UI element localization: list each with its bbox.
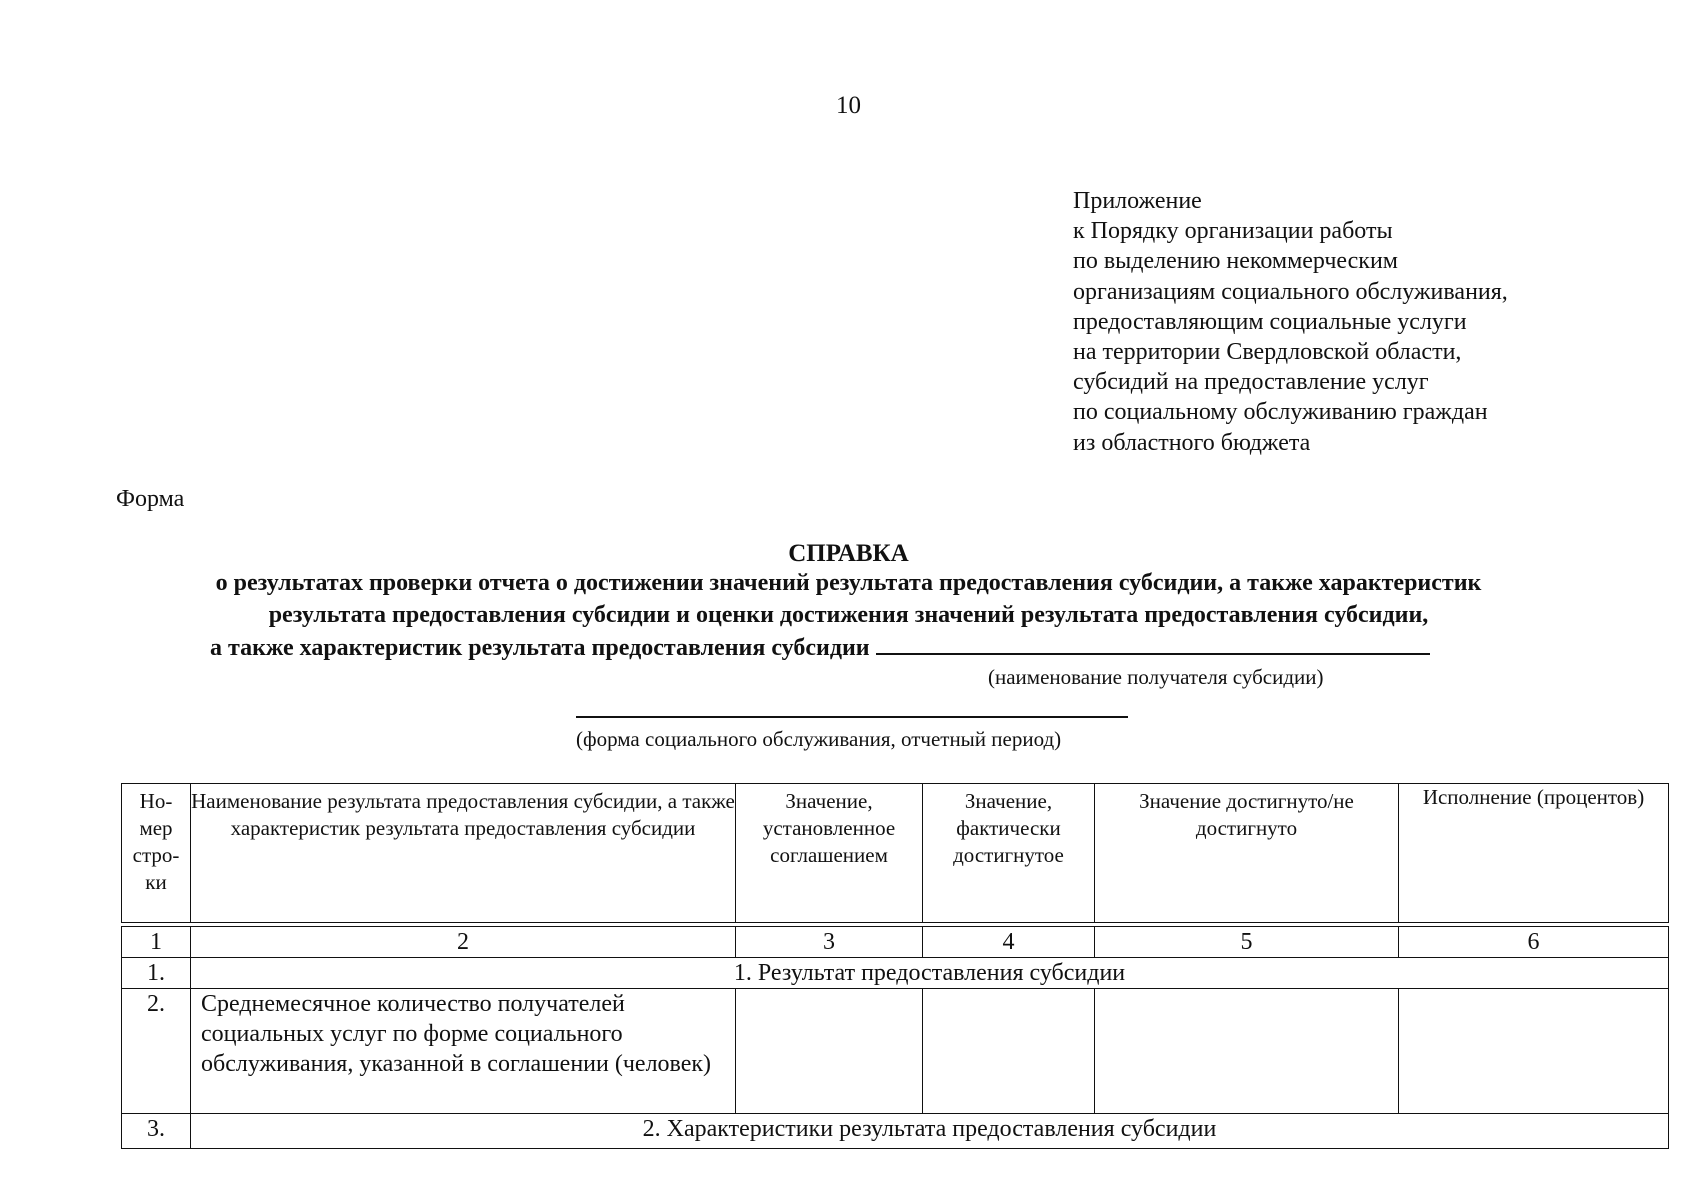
- execution-percent-cell: [1399, 989, 1669, 1114]
- actual-value-cell: [923, 989, 1095, 1114]
- section-heading: 2. Характеристики результата предоставления субсидии: [191, 1114, 1669, 1149]
- column-number: 3: [736, 927, 923, 958]
- subtitle-line-3: [210, 635, 1430, 662]
- appendix-line: субсидий на предоставление услуг: [1073, 369, 1429, 396]
- appendix-line: из областного бюджета: [1073, 429, 1311, 456]
- appendix-line: Приложение: [1073, 188, 1202, 214]
- achieved-status-cell: [1095, 989, 1399, 1114]
- subtitle-line-2: результата предоставления субсидии и оценки достижения значений результата предоставления субсидии,: [268, 602, 1429, 628]
- agreed-value-cell: [736, 989, 923, 1114]
- results-table: [121, 783, 1668, 1149]
- header-row-number: Но-мер стро-ки: [122, 784, 191, 923]
- subtitle-line-1: о результатах проверки отчета о достижении значений результата предоставления субсидии, а также характеристик: [215, 570, 1482, 596]
- table-row: [122, 1114, 1669, 1149]
- column-number: 4: [923, 927, 1095, 958]
- row-number: 2.: [122, 989, 191, 1114]
- section-heading: 1. Результат предоставления субсидии: [191, 958, 1669, 989]
- page-number: 10: [836, 92, 861, 119]
- appendix-line: по выделению некоммерческим: [1073, 248, 1398, 275]
- form-label: Форма: [116, 486, 185, 512]
- appendix-line: к Порядку организации работы: [1073, 218, 1393, 245]
- appendix-line: организациям социального обслуживания,: [1073, 278, 1508, 305]
- appendix-block: [1073, 186, 1673, 458]
- table-row: [122, 989, 1669, 1114]
- row-number: 1.: [122, 958, 191, 989]
- appendix-line: предоставляющим социальные услуги: [1073, 308, 1467, 335]
- column-number: 5: [1095, 927, 1399, 958]
- header-result-name: Наименование результата предоставления субсидии, а также характеристик результата предоставления субсидии: [191, 784, 736, 923]
- table-row: [122, 958, 1669, 989]
- appendix-line: по социальному обслуживанию граждан: [1073, 399, 1488, 426]
- column-number: 6: [1399, 927, 1669, 958]
- recipient-fill-line: [876, 639, 1430, 655]
- form-period-fill-line: [576, 716, 1128, 718]
- table-header-row: [122, 784, 1669, 923]
- header-execution-percent: Исполнение (процентов): [1399, 784, 1669, 923]
- column-number-row: [122, 927, 1669, 958]
- header-actual-value: Значение, фактически достигнутое: [923, 784, 1095, 923]
- document-title: СПРАВКА: [788, 540, 909, 567]
- appendix-line: на территории Свердловской области,: [1073, 339, 1462, 366]
- header-agreed-value: Значение, установленное соглашением: [736, 784, 923, 923]
- row-number: 3.: [122, 1114, 191, 1149]
- column-number: 2: [191, 927, 736, 958]
- recipient-caption: (наименование получателя субсидии): [988, 665, 1324, 689]
- subtitle-line-3-text: а также характеристик результата предоставления субсидии: [210, 635, 870, 661]
- result-name-cell: Среднемесячное количество получателей социальных услуг по форме социального обслуживания, указанной в соглашении (человек): [191, 989, 736, 1114]
- column-number: 1: [122, 927, 191, 958]
- header-achieved-status: Значение достигнуто/не достигнуто: [1095, 784, 1399, 923]
- form-period-caption: (форма социального обслуживания, отчетный период): [576, 727, 1062, 751]
